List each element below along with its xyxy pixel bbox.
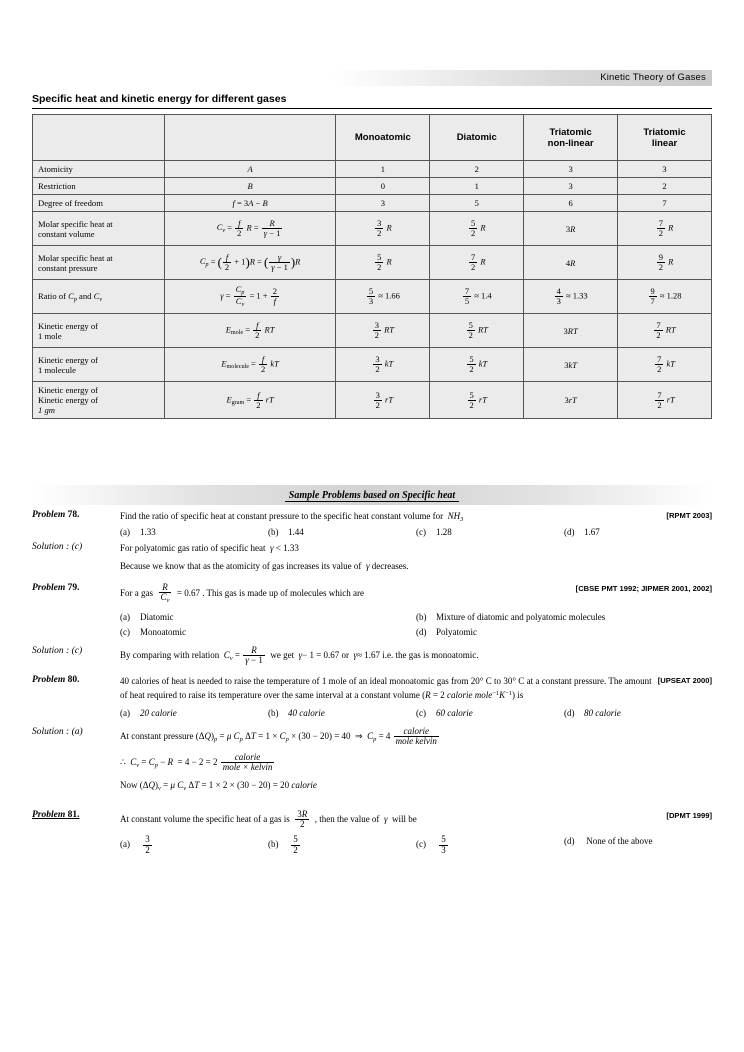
cell-cp-tri-nonlinear: 4R [524, 246, 618, 280]
row-label-restriction: Restriction [33, 178, 165, 195]
row-label-ke-mole: Kinetic energy of 1 mole [33, 314, 165, 348]
cell-ke-molecule-tri-linear: $\frac{7}{2}$ kT [618, 348, 712, 382]
solution-78-line-2: Because we know that as the atomicity of gas increases its value of γ decreases. [120, 560, 409, 571]
row-label-molar-cv: Molar specific heat at constant volume [33, 212, 165, 246]
option-b[interactable]: (b) 1.44 [268, 526, 304, 537]
option-a[interactable]: (a) Diatomic [120, 611, 174, 622]
cell-atomicity-mono: 1 [336, 161, 430, 178]
table-header-triatomic-linear: Triatomic linear [618, 115, 712, 161]
solution-80-line-2: ∴ $C_v = C_p - R = 4 - 2 = 2$ $\frac{\text{calorie}}{\text{mole × kelvin}}$ [120, 751, 273, 773]
cell-restriction-di: 1 [430, 178, 524, 195]
problem-81 [32, 810, 712, 856]
problem-80-options [120, 707, 712, 721]
cell-ke-gram-mono: $\frac{3}{2}$ rT [336, 382, 430, 419]
row-label-degree-of-freedom: Degree of freedom [33, 195, 165, 212]
problem-81-options [120, 835, 712, 855]
option-c[interactable]: (c) 60 calorie [416, 707, 473, 718]
option-b-value: $\frac{5}{2}$ [293, 834, 298, 855]
problem-80-source: [UPSEAT 2000] [657, 675, 712, 685]
table-row [33, 212, 712, 246]
cell-atomicity-tri-nonlinear: 3 [524, 161, 618, 178]
section-title: Specific heat and kinetic energy for different gases [32, 93, 287, 105]
problem-80-body: [UPSEAT 2000] 40 calories of heat is needed to raise the temperature of 1 mole of an ideal monoatomic gas from 20° C to 30° C at a constant pressure. The amount of heat required to raise its temperature over the same interval at a constant volume (R = 2 calorie $mole^{-1}K^{-1}$) is (a) 20 calorie (b) 40 calorie (c) 60 calorie (d) 80 calorie [120, 675, 712, 721]
table-row [33, 195, 712, 212]
row-formula-ke-gram: $E_{gram}$ = $\frac{f}{2}$ rT [164, 382, 336, 419]
cell-cv-di: $\frac{5}{2}$ R [430, 212, 524, 246]
solution-78-line-1: For polyatomic gas ratio of specific heat γ < 1.33 [120, 542, 299, 553]
option-a[interactable]: (a) 20 calorie [120, 707, 177, 718]
option-b[interactable]: (b) $\frac{5}{2}$ [268, 834, 298, 855]
row-formula-atomicity: A [164, 161, 336, 178]
solution-80-line-1: At constant pressure $(\Delta Q)_p = \mu$ $C_p$ $\Delta T = 1 \times C_p \times (30 - 20) = 40$ ⇒ $C_p = 4$ $\frac{\text{calorie}}{\text{mole kelvin}}$ [120, 725, 437, 747]
cell-restriction-mono: 0 [336, 178, 430, 195]
solution-80-label: Solution : (a) [32, 726, 83, 737]
option-a[interactable]: (a) $\frac{3}{2}$ [120, 834, 150, 855]
problem-78-options [120, 526, 712, 540]
solution-80 [32, 727, 712, 794]
cell-cv-mono: $\frac{3}{2}$ R [336, 212, 430, 246]
cell-cv-tri-nonlinear: 3R [524, 212, 618, 246]
option-b[interactable]: (b) 40 calorie [268, 707, 325, 718]
row-formula-degree-of-freedom: f = 3A − B [164, 195, 336, 212]
option-d[interactable]: (d) Polyatomic [416, 626, 477, 637]
row-formula-ke-mole: $E_{mole}$ = $\frac{f}{2}$ RT [164, 314, 336, 348]
problem-78-formula: $NH_3$ [445, 511, 464, 523]
problem-81-source: [DPMT 1999] [666, 810, 712, 820]
problem-78-body: [RPMT 2003] Find the ratio of specific heat at constant pressure to the specific heat constant volume for $NH_3$ (a) 1.33 (b) 1.44 (c) 1.28 (d) 1.67 [120, 510, 712, 540]
table-header-monoatomic: Monoatomic [336, 115, 430, 161]
table-row [33, 314, 712, 348]
table-row [33, 246, 712, 280]
cell-restriction-tri-linear: 2 [618, 178, 712, 195]
cell-dof-tri-linear: 7 [618, 195, 712, 212]
row-formula-molar-cv: $C_v$ = $\frac{f}{2}$ R = $\frac{R}{\gamma - 1}$ [164, 212, 336, 246]
cell-ke-molecule-tri-nonlinear: 3kT [524, 348, 618, 382]
cell-ke-gram-tri-linear: $\frac{7}{2}$ rT [618, 382, 712, 419]
problem-79-body: [CBSE PMT 1992; JIPMER 2001, 2002] For a gas $\frac{R}{C_v}$ = 0.67 . This gas is made up of molecules which are (a) Diatomic (b) Mixture of diatomic and polyatomic molecules (c) Monoatomic (d) Polyatomic [120, 583, 712, 640]
problem-78-label: Problem 78. [32, 510, 80, 520]
row-label-atomicity: Atomicity [33, 161, 165, 178]
table-header-triatomic-nonlinear: Triatomic non-linear [524, 115, 618, 161]
solution-78-body [120, 542, 712, 574]
cell-atomicity-tri-linear: 3 [618, 161, 712, 178]
solution-79-formula-cv: $C_v$ = $\frac{R}{\gamma - 1}$ [223, 644, 263, 666]
cell-ke-molecule-mono: $\frac{3}{2}$ kT [336, 348, 430, 382]
table-header-blank-1 [33, 115, 165, 161]
problem-79-formula: $\frac{R}{C_v}$ [160, 581, 170, 605]
problem-80 [32, 675, 712, 721]
cell-gamma-mono: $\frac{5}{3}$ ≈ 1.66 [336, 280, 430, 314]
option-b[interactable]: (b) Mixture of diatomic and polyatomic molecules [416, 611, 606, 622]
table-row [33, 178, 712, 195]
problem-79-source: [CBSE PMT 1992; JIPMER 2001, 2002] [575, 583, 712, 593]
solution-80-body [120, 727, 712, 794]
cell-ke-gram-di: $\frac{5}{2}$ rT [430, 382, 524, 419]
row-label-ke-gram: Kinetic energy of Kinetic energy of 1 gm [33, 382, 165, 419]
sample-problems-banner: Sample Problems based on Specific heat [32, 485, 712, 505]
cell-ke-gram-tri-nonlinear: 3rT [524, 382, 618, 419]
problems-list [32, 510, 712, 857]
chapter-header: Kinetic Theory of Gases [332, 70, 712, 86]
option-c[interactable]: (c) $\frac{5}{3}$ [416, 834, 446, 855]
row-label-ke-molecule: Kinetic energy of 1 molecule [33, 348, 165, 382]
cell-gamma-di: $\frac{7}{5}$ ≈ 1.4 [430, 280, 524, 314]
cell-ke-mole-tri-nonlinear: 3RT [524, 314, 618, 348]
cell-ke-molecule-di: $\frac{5}{2}$ kT [430, 348, 524, 382]
specific-heat-table [32, 114, 712, 419]
option-a-value: $\frac{3}{2}$ [145, 834, 150, 855]
cell-ke-mole-di: $\frac{5}{2}$ RT [430, 314, 524, 348]
problem-79 [32, 583, 712, 640]
cell-gamma-tri-nonlinear: $\frac{4}{3}$ ≈ 1.33 [524, 280, 618, 314]
solution-78-label: Solution : (c) [32, 541, 83, 552]
cell-gamma-tri-linear: $\frac{9}{7}$ ≈ 1.28 [618, 280, 712, 314]
problem-78 [32, 510, 712, 540]
problem-81-formula: $\frac{3R}{2}$ [297, 808, 308, 829]
row-label-gamma-ratio: Ratio of $C_p$ and $C_v$ [33, 280, 165, 314]
section-rule-divider [32, 108, 712, 109]
table-header-diatomic: Diatomic [430, 115, 524, 161]
cell-cp-tri-linear: $\frac{9}{2}$ R [618, 246, 712, 280]
table-row [33, 382, 712, 419]
row-formula-restriction: B [164, 178, 336, 195]
cell-cp-mono: $\frac{5}{2}$ R [336, 246, 430, 280]
cell-cp-di: $\frac{7}{2}$ R [430, 246, 524, 280]
table-row [33, 280, 712, 314]
row-label-molar-cp: Molar specific heat at constant pressure [33, 246, 165, 280]
option-d[interactable]: (d) 80 calorie [564, 707, 621, 718]
cell-ke-mole-mono: $\frac{3}{2}$ RT [336, 314, 430, 348]
cell-dof-tri-nonlinear: 6 [524, 195, 618, 212]
option-c-value: $\frac{5}{3}$ [441, 834, 446, 855]
problem-80-label: Problem 80. [32, 674, 80, 685]
row-formula-gamma: γ = $\frac{C_p}{C_v}$ = 1 + $\frac{2}{f}$ [164, 280, 336, 314]
cell-ke-mole-tri-linear: $\frac{7}{2}$ RT [618, 314, 712, 348]
solution-79-label: Solution : (c) [32, 645, 83, 656]
solution-80-line-3: Now $(\Delta Q)_v = \mu$ $C_v$ ΔT = 1 × 2 × (30 − 20) = 20 calorie [120, 779, 317, 792]
table-row [33, 348, 712, 382]
cell-atomicity-di: 2 [430, 161, 524, 178]
cell-dof-di: 5 [430, 195, 524, 212]
option-d[interactable]: (d) None of the above [564, 836, 653, 847]
solution-79 [32, 646, 712, 666]
problem-78-source: [RPMT 2003] [666, 511, 712, 520]
table-header-blank-2 [164, 115, 336, 161]
table-header-row [33, 115, 712, 161]
option-c[interactable]: (c) 1.28 [416, 526, 452, 537]
cell-cv-tri-linear: $\frac{7}{2}$ R [618, 212, 712, 246]
row-formula-molar-cp: $C_p$ = ( $\frac{f}{2}$ + 1)R = ( $\frac{\gamma}{\gamma - 1}$ )R [164, 246, 336, 280]
cell-dof-mono: 3 [336, 195, 430, 212]
problem-81-body: [DPMT 1999] At constant volume the specific heat of a gas is $\frac{3R}{2}$ , then the value of γ will be (a) $\frac{3}{2}$ (b) $\frac{5}{2}$ (c) $\frac{5}{3}$ (d) None of the above [120, 808, 712, 855]
problem-79-options-row-1 [120, 611, 712, 625]
option-d[interactable]: (d) 1.67 [564, 526, 600, 537]
cell-restriction-tri-nonlinear: 3 [524, 178, 618, 195]
row-formula-ke-molecule: $E_{molecule}$ = $\frac{f}{2}$ kT [164, 348, 336, 382]
table-row [33, 161, 712, 178]
solution-79-body: By comparing with relation $C_v$ = $\frac{R}{\gamma - 1}$ we get γ− 1 = 0.67 or γ≈ 1.67 i.e. the gas is monoatomic. [120, 644, 479, 666]
solution-78 [32, 542, 712, 574]
option-a[interactable]: (a) 1.33 [120, 526, 156, 537]
problem-79-label: Problem 79. [32, 582, 80, 593]
problem-81-label: Problem 81. [32, 809, 80, 820]
problem-79-options-row-2 [120, 626, 712, 640]
problem-80-formula: (R = 2 calorie $mole^{-1}K^{-1}$) [422, 689, 518, 700]
option-c[interactable]: (c) Monoatomic [120, 626, 186, 637]
